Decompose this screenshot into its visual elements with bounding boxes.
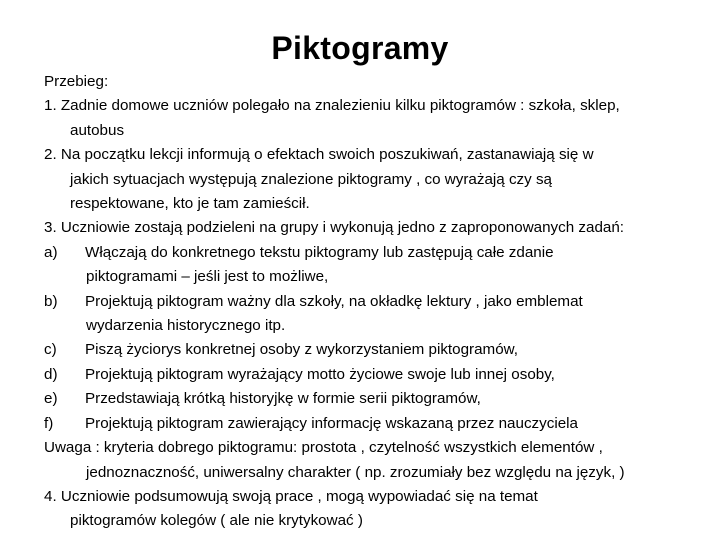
slide-body (44, 70, 708, 534)
item-2-line-1: 2. Na początku lekcji informują o efektach swoich poszukiwań, zastanawiają się w (44, 146, 594, 164)
task-d-label: d) (44, 365, 58, 383)
slide-title: Piktogramy (271, 30, 449, 66)
task-c-text: Piszą życiorys konkretnej osoby z wykorzystaniem piktogramów, (85, 341, 518, 359)
item-4-line-1: 4. Uczniowie podsumowują swoją prace , mogą wypowiadać się na temat (44, 487, 538, 505)
task-e-label: e) (44, 390, 58, 408)
item-2-line-2: jakich sytuacjach występują znalezione piktogramy , co wyrażają czy są (70, 170, 552, 188)
task-b-text-2: wydarzenia historycznego itp. (86, 317, 286, 335)
task-c-label: c) (44, 341, 57, 359)
item-1-line-1: 1. Zadnie domowe uczniów polegało na znalezieniu kilku piktogramów : szkoła, sklep, (44, 97, 620, 115)
task-d-text: Projektują piktogram wyrażający motto życiowe swoje lub innej osoby, (85, 365, 555, 383)
task-d (44, 363, 708, 387)
task-a-text-2: piktogramami – jeśli jest to możliwe, (86, 268, 329, 286)
task-f-label: f) (44, 414, 54, 432)
task-f (44, 412, 708, 436)
task-e (44, 387, 708, 411)
task-a-label: a) (44, 243, 58, 261)
item-4-line-2: piktogramów kolegów ( ale nie krytykować ) (70, 512, 363, 530)
task-b (44, 290, 708, 314)
task-b-label: b) (44, 292, 58, 310)
task-f-text: Projektują piktogram zawierający informację wskazaną przez nauczyciela (85, 414, 578, 432)
item-1-line-2: autobus (70, 121, 125, 139)
task-e-text: Przedstawiają krótką historyjkę w formie serii piktogramów, (85, 390, 481, 408)
task-a-text-1: Włączają do konkretnego tekstu piktogramy lub zastępują całe zdanie (85, 243, 554, 261)
task-c (44, 338, 708, 362)
item-2-line-3: respektowane, kto je tam zamieścił. (70, 195, 310, 213)
task-b-text-1: Projektują piktogram ważny dla szkoły, na okładkę lektury , jako emblemat (85, 292, 583, 310)
item-3: 3. Uczniowie zostają podzieleni na grupy i wykonują jedno z zaproponowanych zadań: (44, 219, 625, 237)
note-line-2: jednoznaczność, uniwersalny charakter ( np. zrozumiały bez względu na język, ) (86, 463, 625, 481)
section-heading: Przebieg: (44, 73, 109, 90)
note-line-1: Uwaga : kryteria dobrego piktogramu: prostota , czytelność wszystkich elementów , (44, 439, 603, 457)
task-a (44, 241, 708, 265)
